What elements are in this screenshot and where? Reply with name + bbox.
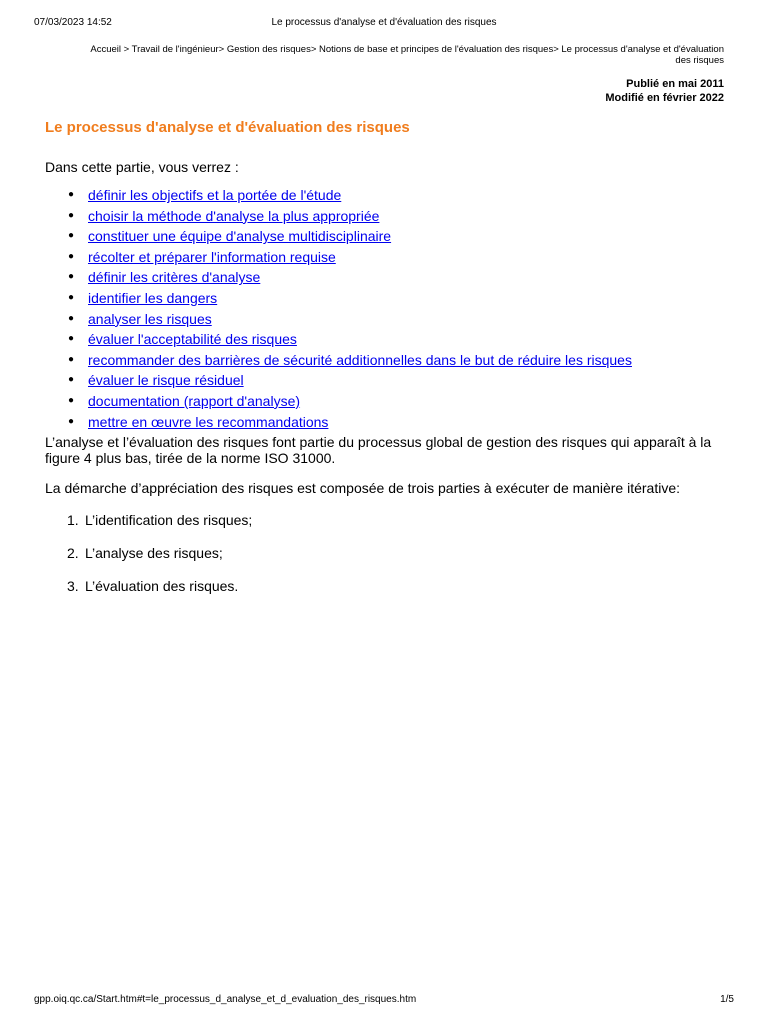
list-item [68, 310, 727, 332]
topic-link[interactable]: récolter et préparer l'information requise [88, 248, 336, 265]
page-number: 1/5 [720, 994, 734, 1005]
step-text: L’analyse des risques; [85, 545, 223, 562]
topic-link[interactable]: mettre en œuvre les recommandations [88, 413, 329, 430]
topic-link[interactable]: évaluer le risque résiduel [88, 372, 244, 389]
bullet-icon: ● [68, 189, 75, 200]
list-item [68, 187, 727, 208]
step-number: 1. [67, 512, 79, 529]
bullet-icon: ● [68, 312, 75, 324]
breadcrumb-item-home[interactable]: Accueil [90, 44, 121, 55]
main-content [45, 118, 727, 611]
bullet-icon: ● [68, 415, 75, 427]
topic-link[interactable]: documentation (rapport d'analyse) [88, 392, 301, 409]
modified-date: Modifié en février 2022 [605, 92, 724, 104]
breadcrumb-separator: > [218, 44, 227, 55]
bullet-icon: ● [68, 230, 75, 242]
step-item [67, 512, 727, 528]
bullet-icon: ● [68, 209, 75, 221]
bullet-icon: ● [68, 250, 75, 262]
bullet-icon: ● [68, 291, 75, 303]
breadcrumb-separator: > [121, 44, 132, 55]
topic-link[interactable]: analyser les risques [88, 310, 212, 327]
list-item [68, 372, 727, 393]
step-text: L’identification des risques; [85, 512, 253, 529]
step-item [67, 545, 727, 561]
list-item [68, 331, 727, 352]
page-url: gpp.oiq.qc.ca/Start.htm#t=le_processus_d_analyse_et_d_evaluation_des_risques.htm [34, 994, 417, 1005]
bullet-icon: ● [68, 353, 75, 365]
bullet-icon: ● [68, 271, 75, 283]
breadcrumb [84, 44, 724, 66]
breadcrumb-separator: > [310, 44, 320, 55]
intro-text: Dans cette partie, vous verrez : [45, 159, 239, 175]
list-item [68, 351, 727, 373]
topic-link-list [45, 187, 727, 434]
topic-link[interactable]: constituer une équipe d'analyse multidisciplinaire [88, 228, 392, 245]
breadcrumb-item-travail[interactable]: Travail de l'ingénieur [131, 44, 219, 55]
published-date: Publié en mai 2011 [626, 78, 724, 90]
breadcrumb-item-notions[interactable]: Notions de base et principes de l'évaluation des risques [319, 44, 554, 55]
bullet-icon: ● [68, 333, 75, 345]
topic-link[interactable]: définir les critères d'analyse [88, 269, 261, 286]
bullet-icon: ● [68, 374, 75, 386]
breadcrumb-item-current: Le processus d'analyse et d'évaluation des risques [561, 44, 724, 66]
list-item [68, 269, 727, 290]
step-number: 3. [67, 578, 79, 595]
list-item [68, 413, 727, 435]
print-footer [34, 994, 734, 1008]
steps-list [45, 512, 727, 594]
list-item [68, 207, 727, 229]
list-item [68, 248, 727, 270]
breadcrumb-separator: > [553, 44, 562, 55]
list-item [68, 392, 727, 414]
paragraph-iso31000: L’analyse et l’évaluation des risques font partie du processus global de gestion des risques qui apparaît à la figure 4 plus bas, tirée de la norme ISO 31000. [45, 434, 712, 467]
page-title: Le processus d'analyse et d'évaluation des risques [45, 119, 410, 136]
paragraph-demarche: La démarche d’appréciation des risques est composée de trois parties à exécuter de manière itérative: [45, 480, 681, 497]
print-datetime: 07/03/2023 14:52 [34, 17, 112, 28]
print-header [34, 17, 734, 31]
list-item [68, 228, 727, 249]
publication-dates [605, 77, 724, 105]
topic-link[interactable]: définir les objectifs et la portée de l'étude [88, 187, 342, 203]
topic-link[interactable]: recommander des barrières de sécurité additionnelles dans le but de réduire les risques [88, 351, 632, 368]
print-page-title: Le processus d'analyse et d'évaluation des risques [271, 17, 497, 28]
breadcrumb-item-gestion[interactable]: Gestion des risques [226, 44, 311, 55]
list-item [68, 289, 727, 311]
step-text: L’évaluation des risques. [85, 578, 239, 595]
topic-link[interactable]: évaluer l'acceptabilité des risques [88, 331, 297, 348]
step-number: 2. [67, 545, 79, 562]
bullet-icon: ● [68, 394, 75, 406]
topic-link[interactable]: choisir la méthode d'analyse la plus appropriée [88, 207, 380, 224]
step-item [67, 578, 727, 594]
topic-link[interactable]: identifier les dangers [88, 289, 218, 306]
